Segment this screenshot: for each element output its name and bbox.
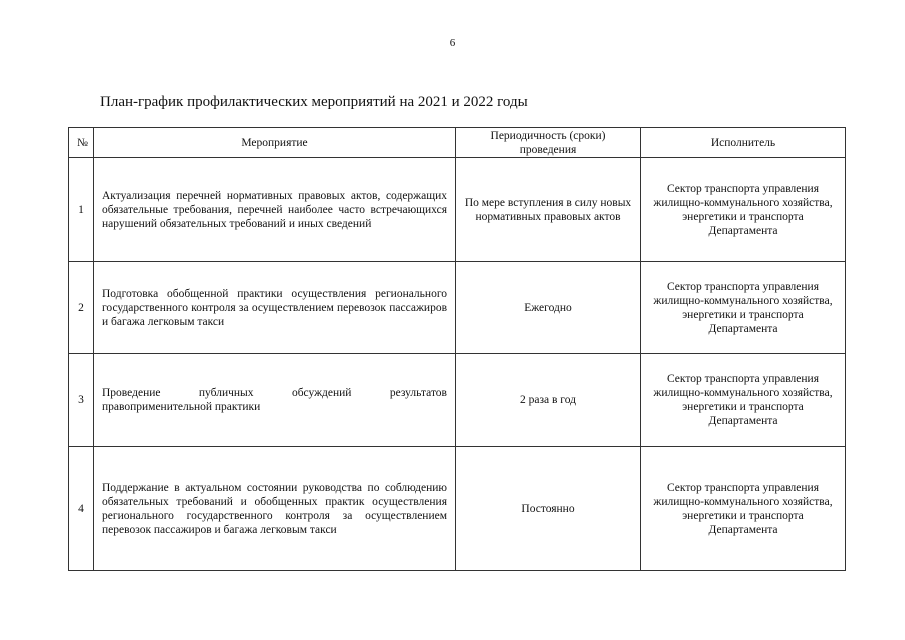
header-executor: Исполнитель [641, 128, 846, 158]
row-executor: Сектор транспорта управления жилищно-коммунального хозяйства, энергетики и транспорта Департамента [641, 447, 846, 571]
document-title: План-график профилактических мероприятий на 2021 и 2022 годы [100, 94, 528, 110]
plan-table [68, 127, 846, 571]
row-event: Проведение публичных обсуждений результатов правоприменительной практики [94, 354, 456, 447]
row-period: 2 раза в год [456, 354, 641, 447]
row-period: По мере вступления в силу новых нормативных правовых актов [456, 158, 641, 262]
table-header-row [69, 128, 846, 158]
row-executor: Сектор транспорта управления жилищно-коммунального хозяйства, энергетики и транспорта Департамента [641, 354, 846, 447]
row-event: Актуализация перечней нормативных правовых актов, содержащих обязательные требования, перечней наиболее часто встречающихся нарушений обязательных требований и иных сведений [94, 158, 456, 262]
row-number: 4 [69, 447, 94, 571]
table-row [69, 447, 846, 571]
row-event: Поддержание в актуальном состоянии руководства по соблюдению обязательных требований и обобщенных практик осуществления регионального государственного контроля за осуществлением перевозок пассажиров и багажа легковым такси [94, 447, 456, 571]
header-event: Мероприятие [94, 128, 456, 158]
header-period: Периодичность (сроки) проведения [456, 128, 641, 158]
row-number: 3 [69, 354, 94, 447]
row-executor: Сектор транспорта управления жилищно-коммунального хозяйства, энергетики и транспорта Департамента [641, 158, 846, 262]
row-event: Подготовка обобщенной практики осуществления регионального государственного контроля за осуществлением перевозок пассажиров и багажа легковым такси [94, 262, 456, 354]
row-number: 1 [69, 158, 94, 262]
table-row [69, 262, 846, 354]
page-number: 6 [449, 37, 456, 49]
row-period: Постоянно [456, 447, 641, 571]
header-num: № [69, 128, 94, 158]
row-number: 2 [69, 262, 94, 354]
row-executor: Сектор транспорта управления жилищно-коммунального хозяйства, энергетики и транспорта Департамента [641, 262, 846, 354]
table-row [69, 158, 846, 262]
table-row [69, 354, 846, 447]
row-period: Ежегодно [456, 262, 641, 354]
